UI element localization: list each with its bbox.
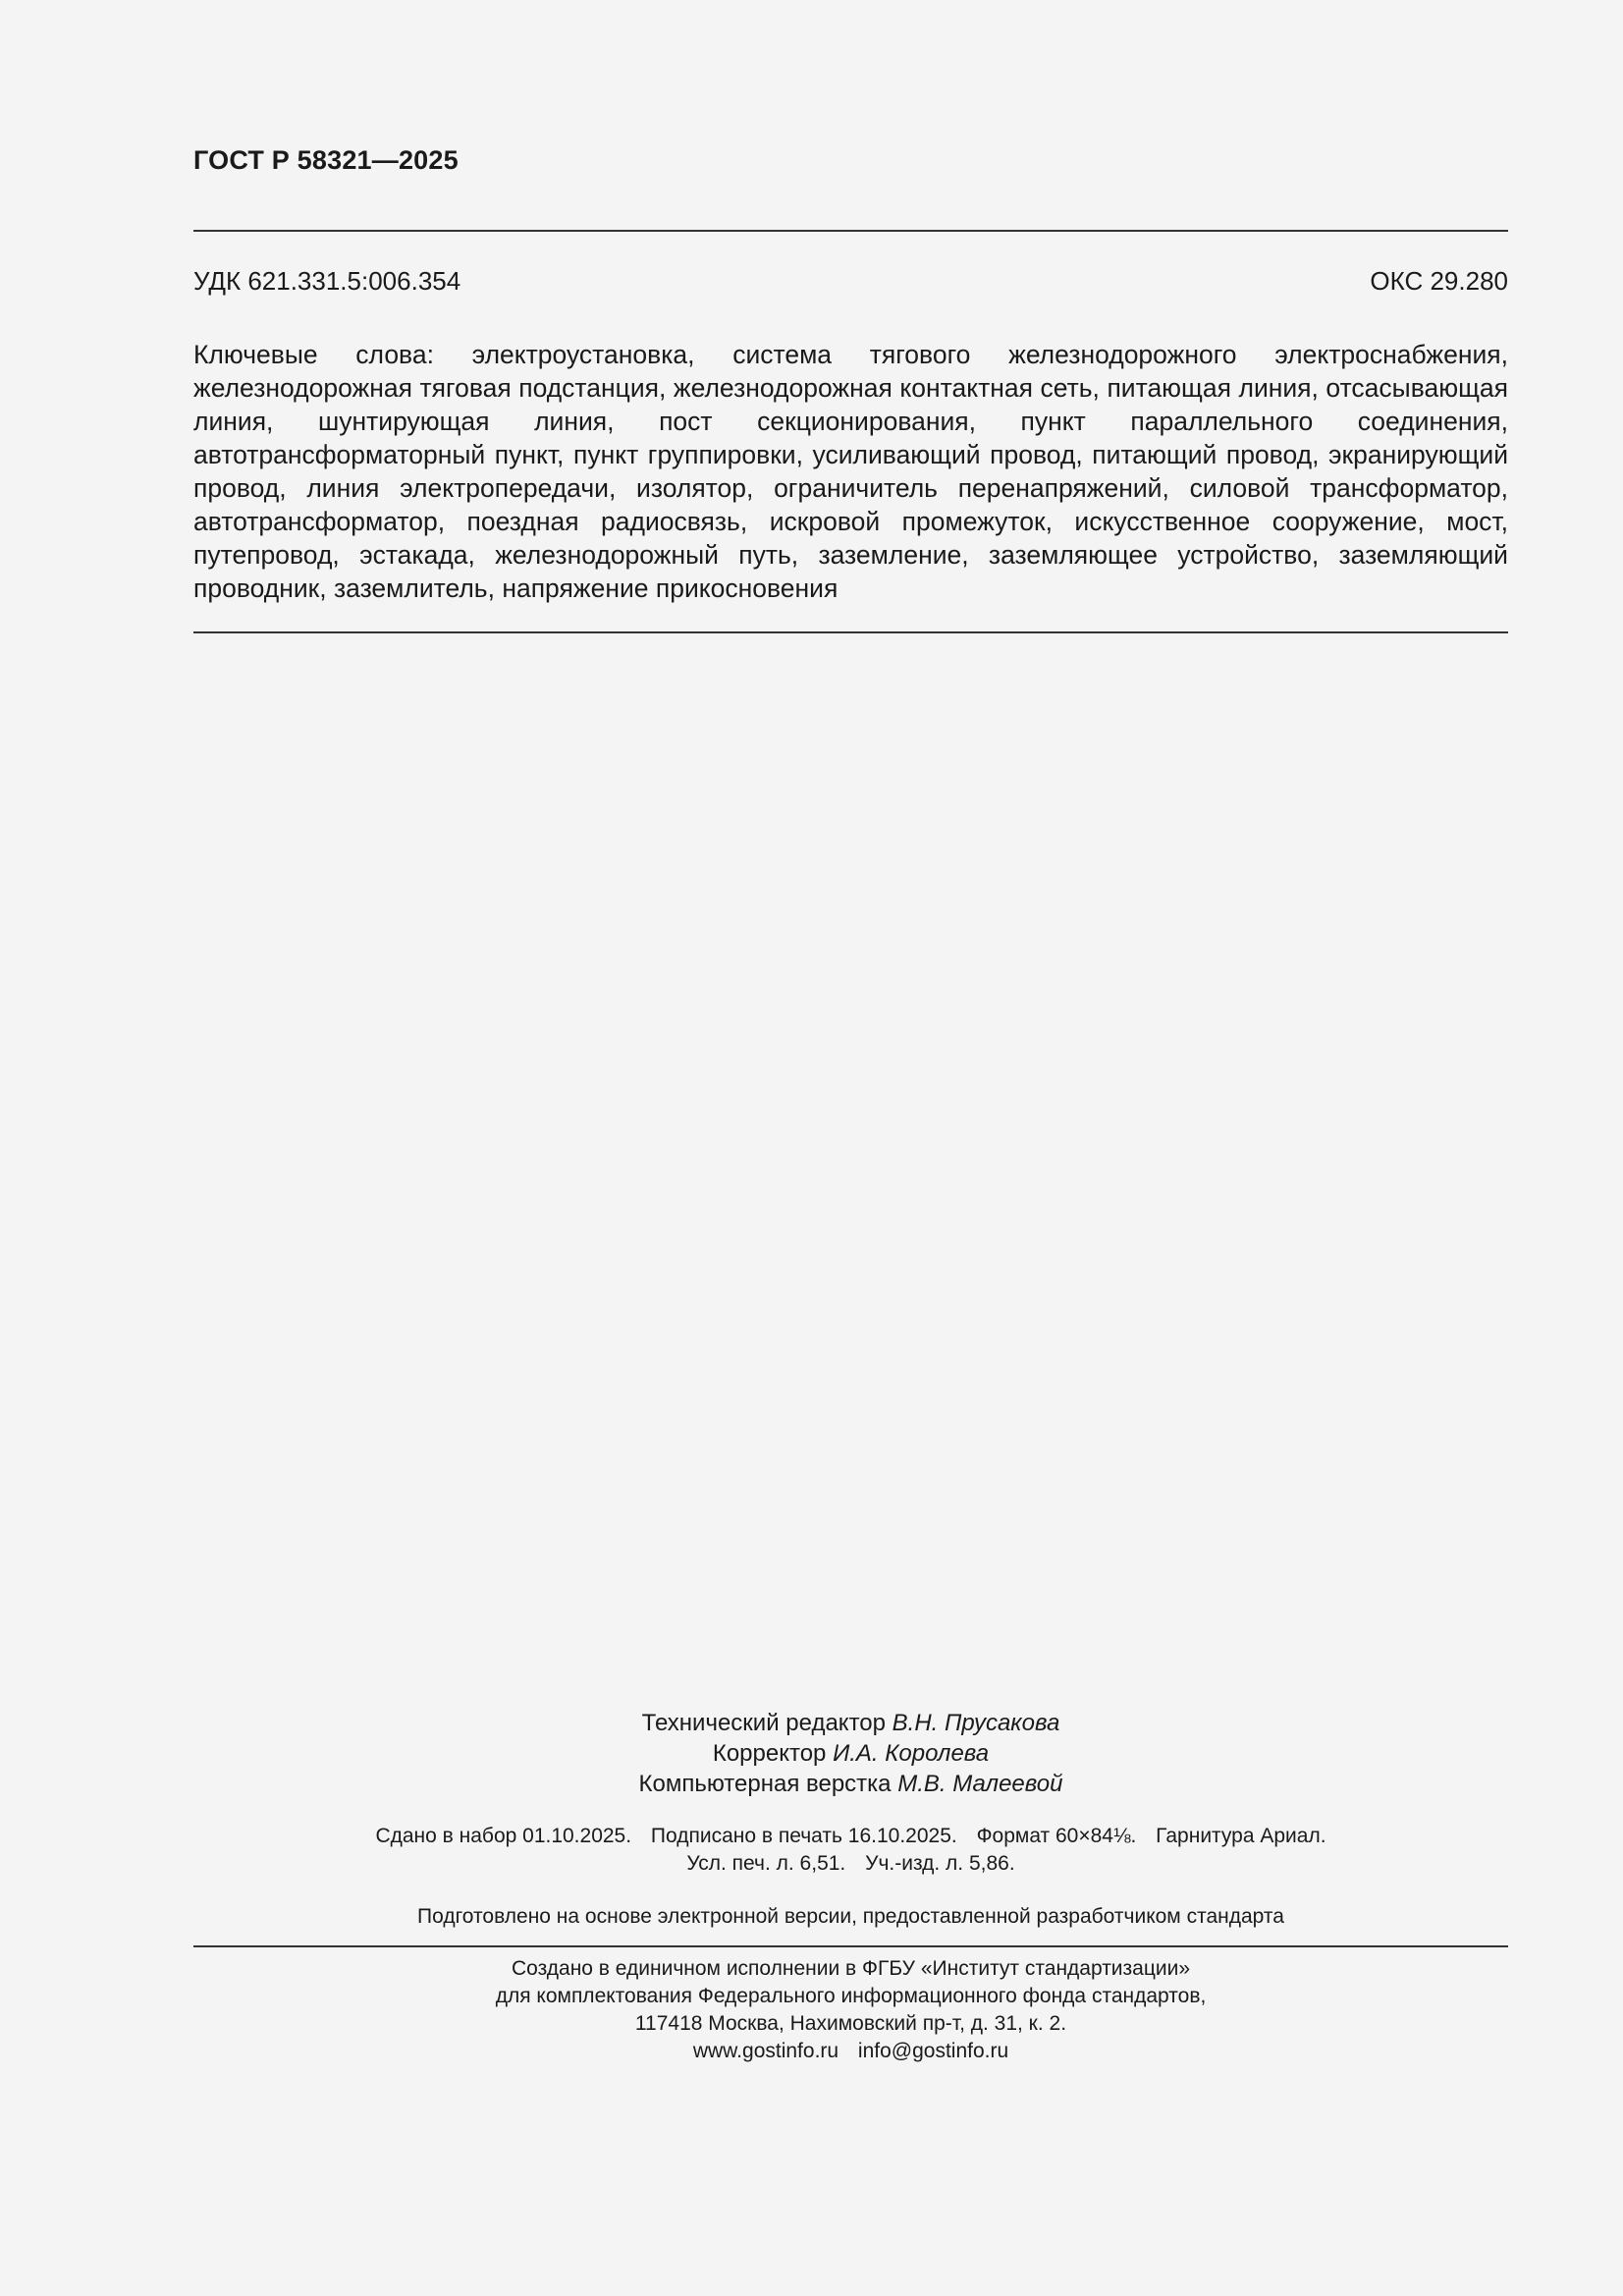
divider-top: [193, 230, 1508, 232]
signed-date: Подписано в печать 16.10.2025.: [650, 1825, 957, 1847]
divider-keywords: [193, 631, 1508, 633]
udk-code: УДК 621.331.5:006.354: [193, 266, 461, 296]
website-link[interactable]: www.gostinfo.ru: [692, 2040, 839, 2062]
layout-name: М.В. Малеевой: [897, 1771, 1063, 1797]
credits-block: [193, 1708, 1508, 1799]
email-link[interactable]: info@gostinfo.ru: [857, 2040, 1009, 2062]
footer-address: 117418 Москва, Нахимовский пр-т, д. 31, к. 2.: [634, 2012, 1067, 2035]
tech-editor-label: Технический редактор: [641, 1710, 886, 1736]
typeface: Гарнитура Ариал.: [1156, 1825, 1326, 1847]
tech-editor-name: В.Н. Прусакова: [892, 1710, 1060, 1736]
oks-code: ОКС 29.280: [1370, 266, 1508, 296]
submitted-date: Сдано в набор 01.10.2025.: [375, 1825, 632, 1847]
print-sheets: Усл. печ. л. 6,51.: [686, 1852, 846, 1875]
proofreader-name: И.А. Королева: [833, 1740, 990, 1767]
print-info-line-2: [193, 1850, 1508, 1878]
print-info-block: [193, 1823, 1508, 1878]
layout-line: [193, 1769, 1508, 1799]
publisher-sheets: Уч.-изд. л. 5,86.: [865, 1852, 1015, 1875]
footer-block: [193, 1955, 1508, 2065]
footer-contacts: [193, 2038, 1508, 2065]
page-header-standard-id: ГОСТ Р 58321—2025: [193, 145, 459, 175]
tech-editor-line: [193, 1708, 1508, 1738]
proofreader-line: [193, 1738, 1508, 1769]
print-info-line-1: [193, 1823, 1508, 1850]
prepared-note: Подготовлено на основе электронной версии, предоставленной разработчиком стандарта: [417, 1905, 1284, 1928]
footer-line-1: Создано в единичном исполнении в ФГБУ «Институт стандартизации»: [511, 1957, 1191, 1980]
divider-footer: [193, 1945, 1508, 1947]
layout-label: Компьютерная верстка: [638, 1771, 892, 1797]
keywords-paragraph: Ключевые слова: электроустановка, система тягового железнодорожного электроснабжения, железнодорожная тяговая подстанция, железнодорожная контактная сеть, питающая линия, отсасывающая линия, шунтирующая линия, пост секционирования, пункт параллельного соединения, автотрансформаторный пункт, пункт группировки, усиливающий провод, питающий провод, экранирующий провод, линия электропередачи, изолятор, ограничитель перенапряжений, силовой трансформатор, автотрансформатор, поездная радиосвязь, искровой промежуток, искусственное сооружение, мост, путепровод, эстакада, железнодорожный путь, заземление, заземляющее устройство, заземляющий проводник, заземлитель, напряжение прикосновения: [193, 340, 1508, 603]
paper-format: Формат 60×84⅛.: [976, 1825, 1137, 1847]
proofreader-label: Корректор: [712, 1740, 827, 1767]
footer-line-2: для комплектования Федерального информационного фонда стандартов,: [495, 1985, 1207, 2007]
